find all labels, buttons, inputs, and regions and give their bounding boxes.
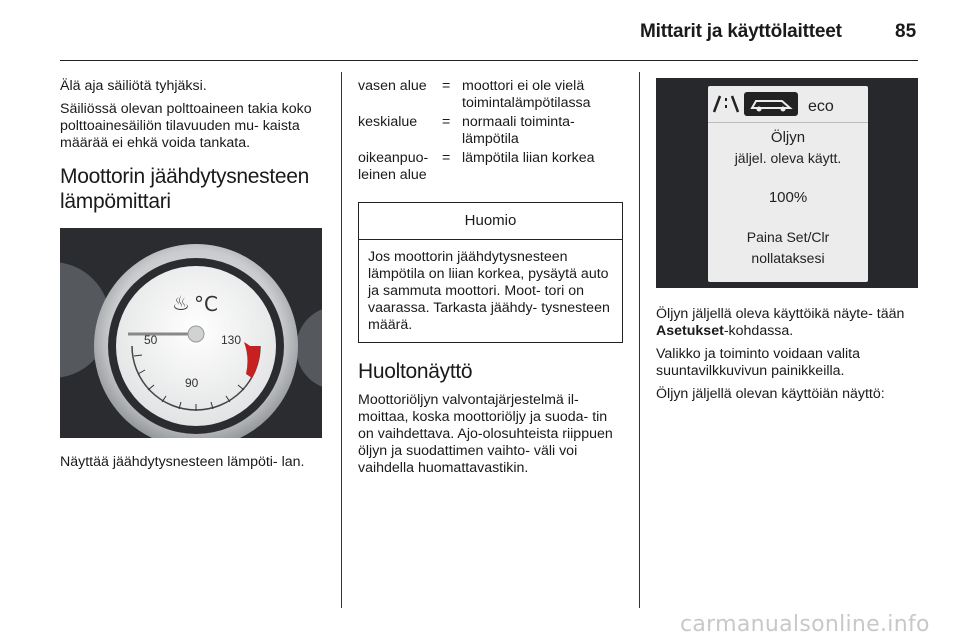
definition-equals: = [442, 114, 451, 130]
definition-list [358, 78, 623, 184]
definition-term: keskialue [358, 114, 418, 130]
display-status-bar [708, 90, 868, 118]
column-2 [358, 78, 623, 483]
definition-row [358, 114, 623, 148]
display-line-press: Paina Set/Clr [746, 229, 830, 245]
tick-label-high: 130 [221, 333, 242, 347]
paragraph: Älä aja säiliötä tyhjäksi. [60, 78, 207, 94]
paragraph: Moottoriöljyn valvontajärjestelmä il- moittaa, koska moottoriöljy ja suoda- tin on vaihdettava. Ajo-olosuhteista riippuen öljyn ja suodattimen vaihto- väli voi vaihdella huomattavastikin. [358, 392, 613, 476]
gauge-unit: °C [194, 292, 218, 316]
display-line-remaining: jäljel. oleva käytt. [734, 150, 842, 166]
paragraph-text: -kohdassa. [723, 323, 794, 339]
notice-body: Jos moottorin jäähdytysnesteen lämpötila on liian korkea, pysäytä auto ja sammuta moottori. Moot- tori on vaarassa. Tarkasta jäähdy- tysnesteen määrä. [368, 249, 610, 333]
display-line-reset: nollataksesi [751, 250, 825, 266]
definition-desc: normaali toiminta- lämpötila [462, 114, 575, 147]
definition-term: oikeanpuo- leinen alue [358, 150, 429, 183]
definition-row [358, 150, 623, 184]
column-1 [60, 78, 325, 477]
notice-title: Huomio [359, 203, 622, 240]
page-number: 85 [895, 21, 917, 42]
column-divider-1 [341, 72, 342, 608]
column-divider-2 [639, 72, 640, 608]
tick-label-low: 50 [144, 333, 158, 347]
paragraph: Säiliössä olevan polttoaineen takia koko polttoainesäiliön tilavuuden mu- kaista määrää ei ehkä voida tankata. [60, 101, 312, 151]
section-heading: Moottorin jäähdytysnesteen lämpömittari [60, 165, 310, 213]
definition-row [358, 78, 623, 112]
coolant-symbol-icon: ♨ [172, 291, 190, 315]
column-3 [656, 78, 921, 409]
eco-label: eco [808, 98, 834, 115]
definition-equals: = [442, 150, 451, 166]
definition-term: vasen alue [358, 78, 427, 94]
display-oil-percent: 100% [768, 189, 808, 206]
service-display-figure [656, 78, 918, 288]
gauge-needle-hub [188, 326, 204, 342]
definition-equals: = [442, 78, 451, 94]
settings-term: Asetukset [656, 323, 724, 339]
definition-desc: lämpötila liian korkea [462, 150, 595, 166]
tick-label-mid: 90 [185, 376, 199, 390]
coolant-gauge-svg [60, 228, 322, 438]
header-title: Mittarit ja käyttölaitteet [640, 21, 842, 42]
display-divider [708, 122, 868, 123]
service-display-screen [708, 86, 868, 282]
paragraph: Öljyn jäljellä olevan käyttöiän näyttö: [656, 386, 885, 402]
section-heading: Huoltonäyttö [358, 360, 473, 383]
definition-desc: moottori ei ole vielä toimintalämpötilassa [462, 78, 591, 111]
coolant-gauge-figure [60, 228, 322, 438]
paragraph: Valikko ja toiminto voidaan valita suuntavilkkuvivun painikkeilla. [656, 346, 860, 379]
paragraph-text: Öljyn jäljellä oleva käyttöikä näyte- tään [656, 306, 905, 322]
figure-caption: Näyttää jäähdytysnesteen lämpöti- lan. [60, 454, 305, 470]
watermark: carmanualsonline.info [680, 612, 930, 637]
header-rule [60, 60, 918, 61]
lane-assist-icon [714, 96, 720, 112]
notice-box [358, 202, 623, 343]
display-line-oil: Öljyn [770, 129, 806, 146]
paragraph [656, 306, 921, 340]
car-status-icon [744, 92, 798, 116]
